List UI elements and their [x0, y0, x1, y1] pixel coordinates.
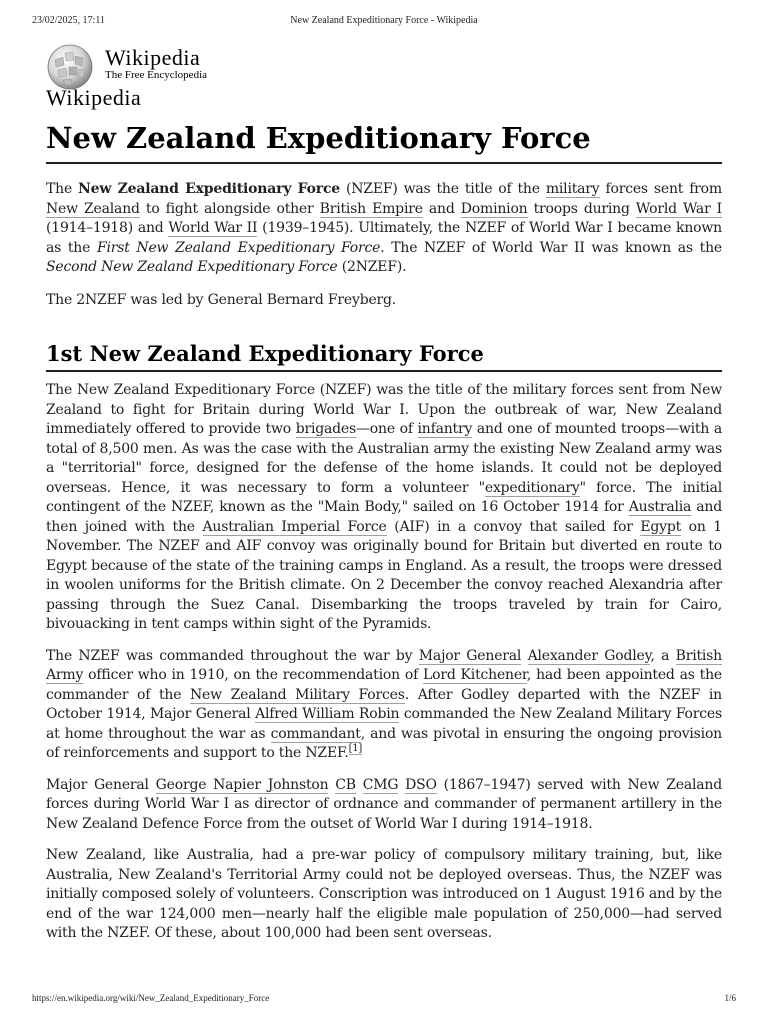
link-australia[interactable]: Australia	[628, 499, 692, 515]
print-page-title: New Zealand Expeditionary Force - Wikipedia	[290, 15, 478, 26]
article-body	[46, 180, 722, 956]
print-url: https://en.wikipedia.org/wiki/New_Zealand_Expeditionary_Force	[32, 993, 270, 1003]
link-egypt[interactable]: Egypt	[640, 518, 682, 535]
reference-1	[349, 743, 363, 755]
section1-paragraph-1: The New Zealand Expeditionary Force (NZEF) was the title of the military forces sent from New Zealand to fight for Britain during World War I. Upon the outbreak of war, New Zealand immediately offered to provide two brigades—one of infantry and one of mounted troops—with a total of 8,500 men. As was the case with the Australian army the existing New Zealand army was a "territorial" force, designed for the defense of the home islands. It could not be deployed overseas. Hence, it was necessary to form a volunteer "expeditionary" force. The initial contingent of the NZEF, known as the "Main Body," sailed on 16 October 1914 for Australia and then joined with the Australian Imperial Force (AIF) in a convoy that sailed for Egypt on 1 November. The NZEF and AIF convoy was originally bound for Britain but diverted en route to Egypt because of the state of the training camps in England. As a result, the troops were dressed in woolen uniforms for the British climate. On 2 December the convoy reached Alexandria after passing through the Suez Canal. Disembarking the troops traveled by train for Cairo, bivouacking in tent camps within sight of the Pyramids.	[46, 382, 722, 632]
lead-paragraph-1: The New Zealand Expeditionary Force (NZEF) was the title of the military forces sent from New Zealand to fight alongside other British Empire and Dominion troops during World War I (1914–1918) and World War II (1939–1945). Ultimately, the NZEF of World War I became known as the First New Zealand Expeditionary Force. The NZEF of World War II was known as the Second New Zealand Expeditionary Force (2NZEF).	[46, 181, 723, 275]
link-george-napier-johnston[interactable]: George Napier Johnston	[155, 776, 329, 793]
link-british-army[interactable]: British Army	[46, 647, 722, 683]
print-datetime: 23/02/2025, 17:11	[32, 15, 105, 26]
link-major-general[interactable]: Major General	[418, 647, 522, 664]
section1-paragraph-2: The NZEF was commanded throughout the war by Major General Alexander Godley, a British Army officer who in 1910, on the recommendation of Lord Kitchener, had been appointed as the commander of the New Zealand Military Forces. After Godley departed with the NZEF in October 1914, Major General Alfred William Robin commanded the New Zealand Military Forces at home throughout the war as commandant, and was pivotal in ensuring the ongoing provision of reinforcements and support to the NZEF.[1]	[46, 647, 722, 761]
wordmark: Wikipedia	[105, 45, 201, 70]
link-cb[interactable]: CB	[335, 776, 356, 793]
link-cmg[interactable]: CMG	[362, 776, 399, 793]
link-dso[interactable]: DSO	[405, 776, 437, 793]
link-australian-imperial-force[interactable]: Australian Imperial Force	[202, 518, 387, 535]
print-header	[32, 15, 736, 29]
wikipedia-globe-icon	[46, 43, 94, 91]
reference-link-1[interactable]: [1]	[348, 743, 363, 755]
second-nzef-italic: Second New Zealand Expeditionary Force	[46, 259, 338, 275]
link-military[interactable]: military	[545, 181, 600, 197]
link-british-empire[interactable]: British Empire	[319, 200, 423, 217]
link-dominion[interactable]: Dominion	[460, 200, 528, 217]
section1-paragraph-3: Major General George Napier Johnston CB CMG DSO (1867–1947) served with New Zealand forces during World War I as director of ordnance and commander of permanent artillery in the New Zealand Defence Force from the outset of World War I during 1914–1918.	[46, 776, 722, 832]
first-nzef-italic: First New Zealand Expeditionary Force	[96, 239, 381, 256]
tagline: The Free Encyclopedia	[105, 69, 208, 81]
link-new-zealand[interactable]: New Zealand	[46, 200, 140, 217]
link-alexander-godley[interactable]: Alexander Godley	[527, 647, 651, 664]
link-world-war-ii[interactable]: World War II	[168, 220, 258, 236]
link-expeditionary[interactable]: expeditionary	[484, 479, 580, 496]
section-heading-1st-nzef: 1st New Zealand Expeditionary Force	[46, 340, 722, 372]
page-title: New Zealand Expeditionary Force	[46, 118, 722, 164]
link-nz-military-forces[interactable]: New Zealand Military Forces	[190, 686, 405, 703]
print-footer	[32, 993, 736, 1007]
print-page-number: 1/6	[724, 993, 736, 1003]
link-world-war-i[interactable]: World War I	[635, 200, 723, 217]
link-alfred-william-robin[interactable]: Alfred William Robin	[255, 706, 400, 722]
link-brigades[interactable]: brigades	[295, 421, 356, 437]
link-commandant[interactable]: commandant	[270, 725, 361, 742]
lead-paragraph-2: The 2NZEF was led by General Bernard Freyberg.	[46, 291, 397, 308]
link-lord-kitchener[interactable]: Lord Kitchener	[423, 667, 527, 683]
wordmark-secondary: Wikipedia	[46, 85, 142, 110]
link-infantry[interactable]: infantry	[417, 421, 473, 437]
section1-paragraph-4: New Zealand, like Australia, had a pre-war policy of compulsory military training, but, like Australia, New Zealand's Territorial Army could not be deployed overseas. Thus, the NZEF was initially composed solely of volunteers. Conscription was introduced on 1 August 1916 and by the end of the war 124,000 men—nearly half the eligible male population of 250,000—had served with the NZEF. Of these, about 100,000 had been sent overseas.	[46, 847, 722, 941]
article-subject-bold: New Zealand Expeditionary Force	[78, 181, 340, 197]
